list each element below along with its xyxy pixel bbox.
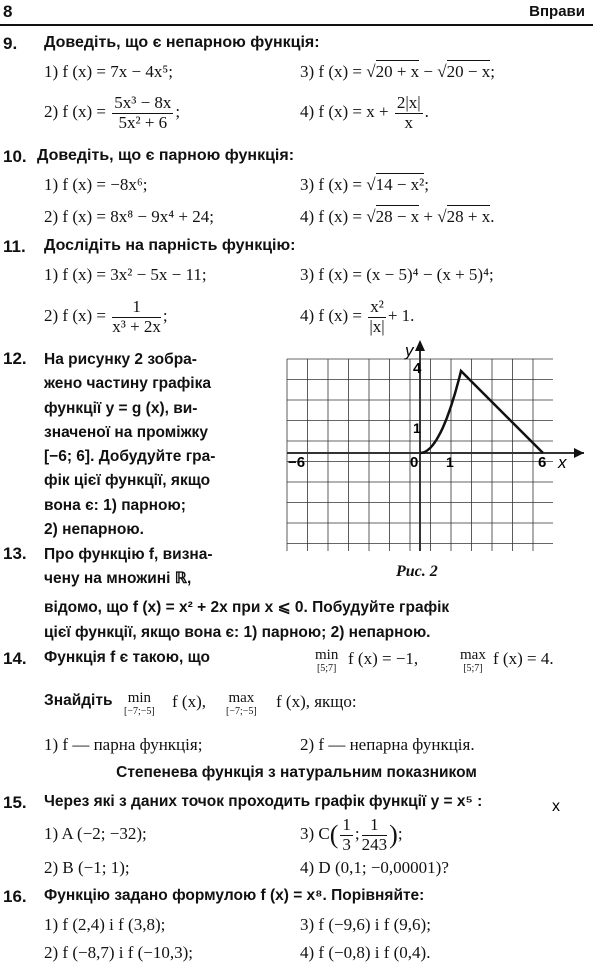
item-2: 2) f (x) = 8x⁸ − 9x⁴ + 24;	[44, 207, 214, 226]
min-operator: min [5;7]	[315, 647, 339, 674]
tick-label-x-6: 6	[538, 454, 547, 471]
x-axis-arrow	[574, 448, 584, 458]
section-title: Степенева функція з натуральним показником	[116, 764, 477, 781]
axes	[287, 340, 584, 551]
exercise-number: 9.	[3, 34, 18, 53]
item-4: 4) f (x) = x + $\frac{2|x|}{x}$ .	[300, 93, 429, 132]
y-axis-arrow	[415, 340, 425, 351]
exercise-number: 11.	[3, 237, 26, 256]
item-2: 2) f — непарна функція.	[300, 735, 475, 754]
max-operator: max [−7;−5]	[226, 690, 257, 717]
item-1: 1) f (2,4) і f (3,8);	[44, 915, 166, 934]
item-3: 3) f (−9,6) і f (9,6);	[300, 915, 431, 934]
item-2: 2) f (−8,7) і f (−10,3);	[44, 943, 193, 962]
item-1: 1) f — парна функція;	[44, 735, 203, 754]
item-3: 3) f (x) = (x − 5)⁴ − (x + 5)⁴;	[300, 265, 494, 284]
exercise-number: 10.	[3, 147, 27, 166]
exercise-text: Через які з даних точок проходить графік функції y = x⁵ :	[44, 793, 483, 810]
exercise-text: Про функцію f, визна- чену на множині ℝ,	[44, 546, 213, 588]
item-4: 4) f (x) = $\frac{\text{x²}}{|x|}$ + 1.	[300, 297, 415, 336]
item-4: 4) D (0,1; −0,00001)?	[300, 858, 449, 877]
exercise-number: 15.	[3, 793, 27, 812]
y-axis-name: y	[405, 341, 414, 360]
exercise-text: Дослідіть на парність функцію:	[44, 237, 296, 254]
tick-label-origin: 0	[410, 454, 419, 471]
exercise-text: Доведіть, що є парною функція:	[37, 147, 295, 164]
exercise-number: 16.	[3, 887, 27, 906]
tick-label-y-4: 4	[413, 360, 422, 377]
item-3: 3) f (x) = √14 − x²;	[300, 175, 429, 194]
item-2: 2) f (x) = $\frac{1}{\text{x³ + 2x}}$ ;	[44, 297, 168, 336]
tick-label-x-neg6: −6	[288, 454, 306, 471]
item-2: 2) B (−1; 1);	[44, 858, 130, 877]
item-4: 4) f (x) = √28 − x + √28 + x.	[300, 207, 495, 226]
exercise-text: Функція f є такою, що	[44, 649, 210, 666]
section-header: Вправи	[529, 3, 585, 20]
max-operator: max [5;7]	[460, 647, 486, 674]
min-expression: f (x) = −1,	[348, 649, 419, 668]
item-1: 1) A (−2; −32);	[44, 824, 147, 843]
tick-label-x-1: 1	[446, 454, 454, 470]
exercise-text-cont: цієї функції, якщо вона є: 1) парною; 2) непарною.	[44, 624, 431, 641]
exercise-number: 14.	[3, 649, 27, 668]
exercise-text-cont: відомо, що f (x) = x² + 2x при x ⩽ 0. Побудуйте графік	[44, 599, 450, 616]
min-operator: min [−7;−5]	[124, 690, 155, 717]
x-axis-label: x	[552, 798, 560, 815]
exercise-text: Знайдіть	[44, 692, 113, 709]
item-2: 2) f (x) = $\frac{\text{5x³ − 8x}}{\text{5x² + 6}}$ ;	[44, 93, 181, 132]
max-expression: f (x) = 4.	[493, 649, 554, 668]
page-number: 8	[3, 2, 13, 21]
item-1: 1) f (x) = 7x − 4x⁵;	[44, 62, 173, 81]
exercise-text: На рисунку 2 зобра- жено частину графіка функції y = g (x), ви- значеної на проміжку [−6; 6]. Добудуйте гра- фік цієї функції, якщо вона є: 1) парною; 2) непарною.	[44, 351, 216, 539]
exercise-text: Функцію задано формулою f (x) = x⁸. Порівняйте:	[44, 887, 425, 904]
exercise-number: 13.	[3, 544, 27, 563]
figure-caption: Рис. 2	[396, 563, 438, 580]
item-1: 1) f (x) = −8x⁶;	[44, 175, 148, 194]
exercise-text: Доведіть, що є непарною функція:	[44, 34, 320, 51]
min-expression: f (x),	[172, 692, 206, 711]
tick-label-y-1: 1	[413, 420, 421, 436]
item-3: 3) f (x) = √20 + x − √20 − x;	[300, 62, 495, 81]
x-axis-name: x	[558, 453, 567, 472]
max-expression: f (x), якщо:	[276, 692, 357, 711]
item-3: 3) C( $\frac{1}{3}$ ; $\frac{1}{243}$ );	[300, 815, 403, 854]
item-4: 4) f (−0,8) і f (0,4).	[300, 943, 431, 962]
item-1: 1) f (x) = 3x² − 5x − 11;	[44, 265, 207, 284]
header-rule	[0, 24, 593, 26]
exercise-number: 12.	[3, 349, 27, 368]
